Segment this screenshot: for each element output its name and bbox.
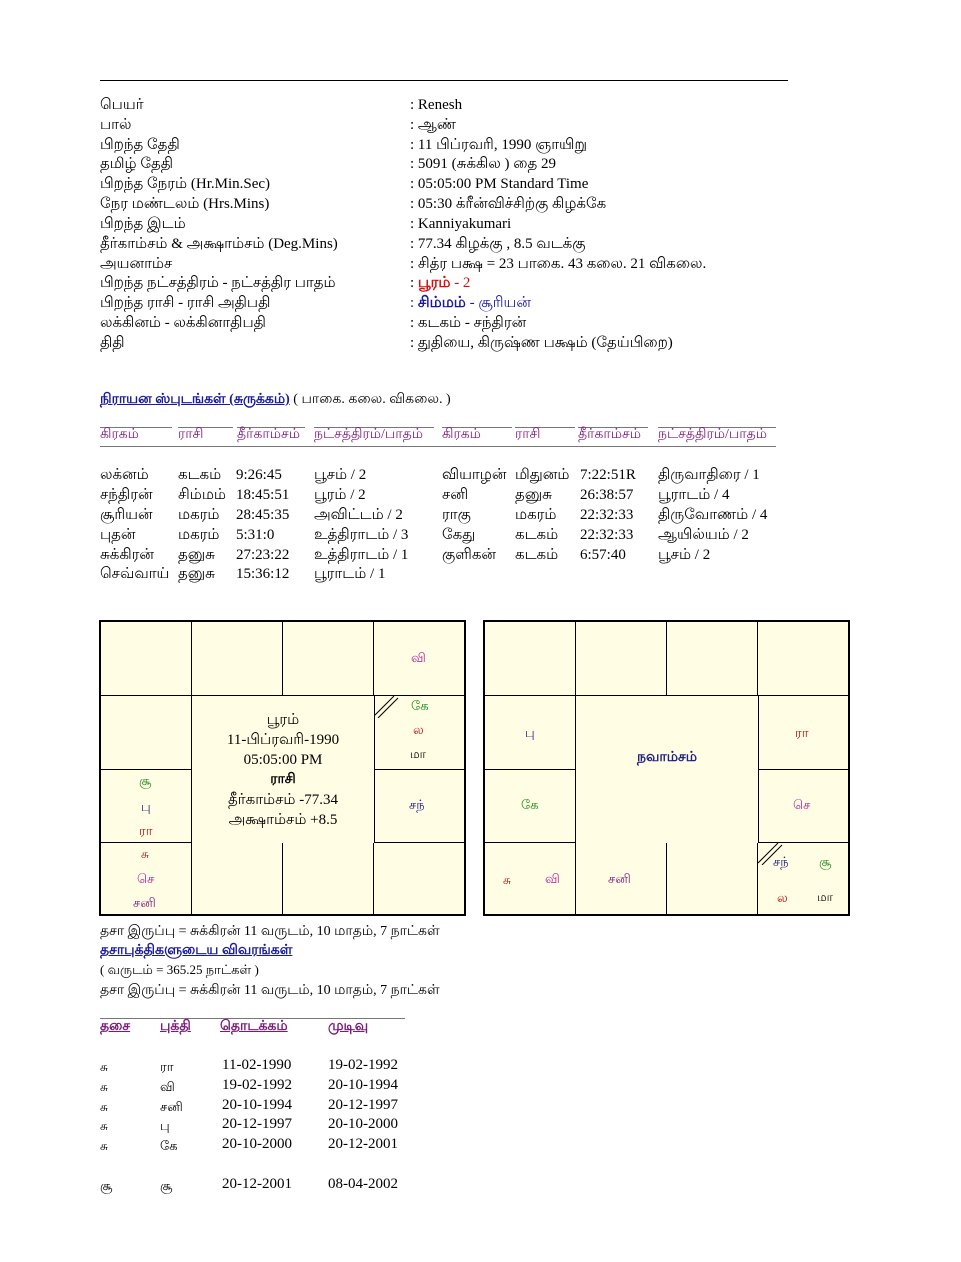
cell: புதன்	[100, 527, 136, 543]
planet-pu: பு	[141, 799, 151, 814]
detail-label: லக்கினம் - லக்கினாதிபதி	[100, 315, 266, 331]
cell: 20-10-1994	[328, 1077, 398, 1093]
cell: சு	[100, 1080, 108, 1094]
planet-se: செ	[137, 871, 155, 886]
detail-label: பிறந்த இடம்	[100, 216, 186, 232]
cell: 20-12-2001	[328, 1136, 398, 1152]
cell: ராகு	[442, 507, 471, 523]
planet-ke: கே	[411, 698, 429, 713]
col-header: நட்சத்திரம்/பாதம்	[314, 427, 423, 442]
cell: பு	[160, 1118, 170, 1133]
cell: 20-10-2000	[222, 1136, 292, 1152]
planet-raa: ரா	[139, 823, 153, 838]
cell: திருவோணம் / 4	[658, 507, 768, 523]
rasi-house	[192, 622, 283, 696]
cell: சூ	[160, 1178, 173, 1193]
cell: பூசம் / 2	[658, 547, 711, 563]
cell: செவ்வாய்	[100, 566, 170, 582]
cell: 20-10-1994	[222, 1097, 292, 1113]
cell: சிம்மம்	[178, 487, 226, 503]
cell: 27:23:22	[236, 547, 290, 563]
cell: உத்திராடம் / 1	[314, 547, 409, 563]
sphuta-subtitle: ( பாகை. கலை. விகலை. )	[289, 392, 451, 407]
cell: மகரம்	[178, 527, 220, 543]
detail-value: : 5091 (சுக்கில ) தை 29	[410, 156, 556, 172]
planet-san: சந்	[773, 854, 789, 869]
cell: கடகம்	[178, 467, 222, 483]
cell: 6:57:40	[580, 547, 626, 563]
cell: 5:31:0	[236, 527, 275, 543]
cell: 28:45:35	[236, 507, 290, 523]
cell: சு	[100, 1100, 108, 1114]
detail-value: : 05:30 க்ரீன்விச்சிற்கு கிழக்கே	[410, 196, 607, 212]
lagna-marker-icon	[374, 696, 404, 718]
cell: 20-12-1997	[328, 1097, 398, 1113]
cell: தனுசு	[178, 566, 215, 582]
rasi-house	[283, 622, 374, 696]
planet-vi: வி	[411, 650, 426, 665]
navamsa-house	[667, 622, 758, 696]
planet-pu: பு	[525, 725, 535, 740]
detail-value-rasi	[410, 293, 531, 313]
col-header: புக்தி	[160, 1019, 191, 1034]
cell: சு	[100, 1119, 108, 1133]
planet-la: ல	[777, 890, 788, 905]
planet-la: ல	[413, 722, 424, 737]
col-header: ராசி	[515, 427, 541, 442]
col-header: தசை	[100, 1019, 131, 1034]
detail-label: பெயர்	[100, 97, 144, 113]
planet-maa: மா	[817, 890, 833, 904]
rasi-house	[101, 622, 192, 696]
colon: :	[410, 295, 415, 311]
cell: 22:32:33	[580, 527, 634, 543]
cell: ரா	[160, 1059, 174, 1074]
cell: சூ	[100, 1178, 113, 1193]
cell: 15:36:12	[236, 566, 290, 582]
center-time: 05:05:00 PM	[243, 752, 323, 768]
cell: தனுசு	[515, 487, 552, 503]
col-header: கிரகம்	[442, 427, 481, 442]
navamsa-house	[758, 622, 848, 696]
navamsa-chart	[483, 620, 850, 916]
planet-se: செ	[793, 797, 811, 812]
detail-value: : சித்ர பக்ஷ = 23 பாகை. 43 கலை. 21 விகலை.	[410, 256, 707, 272]
cell: உத்திராடம் / 3	[314, 527, 409, 543]
cell: 18:45:51	[236, 487, 290, 503]
navamsa-house	[667, 843, 758, 914]
col-header: தீர்காம்சம்	[578, 427, 641, 442]
cell: அவிட்டம் / 2	[314, 507, 403, 523]
cell: 26:38:57	[580, 487, 634, 503]
cell: 22:32:33	[580, 507, 634, 523]
cell: பூரம் / 2	[314, 487, 366, 503]
detail-value: : Renesh	[410, 97, 463, 113]
col-header: ராசி	[178, 427, 204, 442]
cell: பூராடம் / 4	[658, 487, 730, 503]
cell: சு	[100, 1139, 108, 1153]
sphuta-heading	[100, 392, 451, 409]
cell: பூராடம் / 1	[314, 566, 386, 582]
center-date: 11-பிப்ரவரி-1990	[226, 732, 340, 748]
cell: மிதுனம்	[515, 467, 570, 483]
navamsa-house	[485, 622, 576, 696]
detail-label: பிறந்த நட்சத்திரம் - நட்சத்திர பாதம்	[100, 275, 336, 291]
colon: :	[410, 275, 415, 291]
planet-vi: வி	[545, 871, 560, 886]
cell: கடகம்	[515, 547, 559, 563]
col-header: நட்சத்திரம்/பாதம்	[658, 427, 767, 442]
col-header: கிரகம்	[100, 427, 139, 442]
planet-su: சு	[503, 873, 511, 887]
detail-label: பிறந்த நேரம் (Hr.Min.Sec)	[100, 176, 271, 192]
detail-label: தீர்காம்சம் & அக்ஷாம்சம் (Deg.Mins)	[100, 236, 338, 252]
cell: சு	[100, 1060, 108, 1074]
navamsa-house	[576, 622, 667, 696]
cell: வி	[160, 1079, 175, 1094]
cell: 9:26:45	[236, 467, 282, 483]
col-header: தீர்காம்சம்	[237, 427, 300, 442]
planet-raa: ரா	[795, 725, 809, 740]
cell: மகரம்	[178, 507, 220, 523]
rasi-house	[283, 843, 374, 914]
rasi-chart	[99, 620, 466, 916]
cell: சூரியன்	[100, 507, 153, 523]
cell: 20-10-2000	[328, 1116, 398, 1132]
detail-value: : 05:05:00 PM Standard Time	[410, 176, 589, 192]
detail-value-star	[410, 273, 470, 293]
center-title: ராசி	[270, 772, 296, 787]
cell: லக்னம்	[100, 467, 149, 483]
cell: திருவாதிரை / 1	[658, 467, 760, 483]
cell: கே	[160, 1138, 178, 1153]
sphuta-header-row	[100, 427, 780, 447]
navamsa-title: நவாம்சம்	[637, 750, 697, 765]
planet-maa: மா	[410, 747, 426, 761]
detail-value: : 11 பிப்ரவரி, 1990 ஞாயிறு	[410, 137, 587, 153]
col-header: தொடக்கம்	[220, 1019, 288, 1034]
detail-value: : கடகம் - சந்திரன்	[410, 315, 527, 331]
planet-sani: சனி	[608, 871, 631, 886]
navamsa-house	[485, 843, 576, 914]
cell: 20-12-1997	[222, 1116, 292, 1132]
cell: தனுசு	[178, 547, 215, 563]
cell: மகரம்	[515, 507, 557, 523]
year-note: ( வருடம் = 365.25 நாட்கள் )	[100, 962, 259, 977]
cell: ஆயில்யம் / 2	[658, 527, 749, 543]
center-longitude: தீர்காம்சம் -77.34	[228, 792, 338, 808]
cell: சனி	[442, 487, 469, 503]
cell: 20-12-2001	[222, 1176, 292, 1192]
planet-soo: சூ	[139, 773, 152, 788]
cell: கேது	[442, 527, 476, 543]
detail-label: திதி	[100, 335, 125, 351]
detail-value: : ஆண்	[410, 117, 456, 133]
birth-rasi: சிம்மம்	[417, 295, 466, 311]
star-pada: - 2	[450, 275, 471, 291]
planet-soo: சூ	[819, 854, 832, 869]
sphuta-title: நிராயன ஸ்புடங்கள் (சுருக்கம்)	[100, 392, 290, 407]
rasi-house	[192, 843, 283, 914]
cell: 19-02-1992	[222, 1077, 292, 1093]
cell: 7:22:51R	[580, 467, 636, 483]
rasi-house	[101, 696, 192, 770]
detail-label: அயனாம்ச	[100, 256, 173, 272]
cell: 19-02-1992	[328, 1057, 398, 1073]
dasa-balance: தசா இருப்பு = சுக்கிரன் 11 வருடம், 10 மாதம், 7 நாட்கள்	[100, 924, 440, 939]
rasi-house	[374, 843, 464, 914]
birth-star: பூரம்	[417, 275, 451, 291]
planet-ke: கே	[521, 797, 539, 812]
dasa-title: தசாபுக்திகளுடைய விவரங்கள்	[100, 943, 293, 958]
cell: 11-02-1990	[222, 1057, 292, 1073]
cell: சந்திரன்	[100, 487, 153, 503]
planet-sani: சனி	[133, 895, 156, 910]
cell: பூசம் / 2	[314, 467, 367, 483]
detail-label: பால்	[100, 117, 132, 133]
detail-label: பிறந்த ராசி - ராசி அதிபதி	[100, 295, 271, 311]
center-star: பூரம்	[266, 712, 300, 728]
rasi-center-info	[192, 710, 374, 830]
planet-su: சு	[141, 847, 149, 861]
col-header: முடிவு	[328, 1019, 369, 1034]
detail-label: தமிழ் தேதி	[100, 156, 174, 172]
cell: 08-04-2002	[328, 1176, 398, 1192]
planet-san: சந்	[409, 797, 425, 812]
detail-value: : துதியை, கிருஷ்ண பக்ஷம் (தேய்பிறை)	[410, 335, 673, 351]
detail-value: : Kanniyakumari	[410, 216, 512, 232]
cell: வியாழன்	[442, 467, 507, 483]
detail-value: : 77.34 கிழக்கு , 8.5 வடக்கு	[410, 236, 586, 252]
center-latitude: அக்ஷாம்சம் +8.5	[228, 812, 338, 828]
detail-label: பிறந்த தேதி	[100, 137, 180, 153]
rasi-lord: - சூரியன்	[465, 295, 531, 311]
cell: சனி	[160, 1099, 183, 1114]
dasa-balance-repeat: தசா இருப்பு = சுக்கிரன் 11 வருடம், 10 மாதம், 7 நாட்கள்	[100, 983, 440, 998]
cell: கடகம்	[515, 527, 559, 543]
top-rule	[100, 80, 788, 81]
detail-label: நேர மண்டலம் (Hrs.Mins)	[100, 196, 270, 212]
cell: குளிகன்	[442, 547, 496, 563]
cell: சுக்கிரன்	[100, 547, 154, 563]
